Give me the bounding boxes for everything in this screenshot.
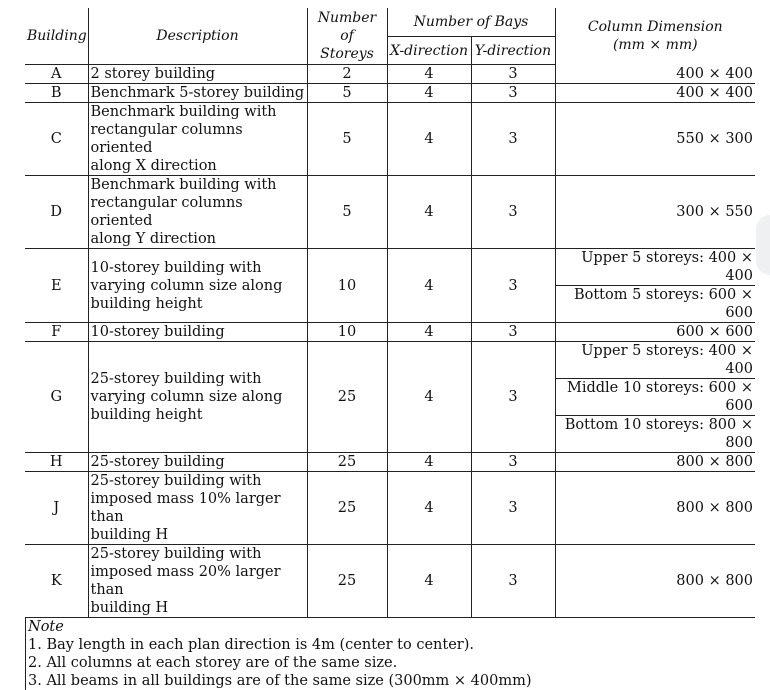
description-line: 25-storey building with	[90, 371, 262, 387]
table-row	[25, 545, 755, 618]
building-table	[25, 8, 755, 618]
building-description: 25-storey building	[88, 453, 307, 472]
header-column-dimension	[555, 8, 755, 65]
building-description	[88, 545, 307, 618]
storeys-cell: 5	[307, 84, 387, 103]
table-row	[25, 65, 755, 84]
description-line: Benchmark building with	[90, 104, 277, 120]
table-row	[25, 323, 755, 342]
x-bays-cell: 4	[387, 65, 471, 84]
storeys-cell: 10	[307, 323, 387, 342]
building-description	[88, 472, 307, 545]
building-description	[88, 103, 307, 176]
description-line: rectangular columns oriented	[90, 122, 243, 156]
storeys-cell: 25	[307, 453, 387, 472]
y-bays-cell: 3	[471, 249, 555, 323]
table-notes	[25, 618, 755, 690]
building-id: H	[25, 453, 88, 472]
table-row	[25, 342, 755, 379]
column-dimension-cell: 800 × 800	[555, 545, 755, 618]
note-item: 3. All beams in all buildings are of the same size (300mm × 400mm)	[28, 673, 532, 689]
description-line: along Y direction	[90, 231, 217, 247]
column-dimension-cell: Upper 5 storeys: 400 × 400	[555, 342, 755, 379]
table-header	[25, 8, 755, 65]
header-building: Building	[25, 8, 88, 65]
storeys-cell: 5	[307, 176, 387, 249]
building-description	[88, 249, 307, 323]
header-coldim-line2: (mm × mm)	[612, 37, 698, 54]
column-dimension-cell: Bottom 10 storeys: 800 × 800	[555, 416, 755, 453]
description-line: imposed mass 10% larger than	[90, 491, 281, 525]
description-line: 25-storey building with	[90, 473, 262, 489]
table-row	[25, 176, 755, 249]
description-line: Benchmark building with	[90, 177, 277, 193]
y-bays-cell: 3	[471, 65, 555, 84]
storeys-cell: 2	[307, 65, 387, 84]
column-dimension-cell: 800 × 800	[555, 453, 755, 472]
y-bays-cell: 3	[471, 453, 555, 472]
x-bays-cell: 4	[387, 545, 471, 618]
column-dimension-cell: Upper 5 storeys: 400 × 400	[555, 249, 755, 286]
column-dimension-cell: 800 × 800	[555, 472, 755, 545]
building-description: Benchmark 5-storey building	[88, 84, 307, 103]
description-line: building height	[90, 295, 203, 312]
header-storeys	[307, 8, 387, 65]
column-dimension-cell: Bottom 5 storeys: 600 × 600	[555, 286, 755, 323]
description-line: varying column size along	[90, 389, 283, 405]
building-id: C	[25, 103, 88, 176]
x-bays-cell: 4	[387, 323, 471, 342]
x-bays-cell: 4	[387, 453, 471, 472]
column-dimension-cell: 400 × 400	[555, 65, 755, 84]
table-row	[25, 103, 755, 176]
x-bays-cell: 4	[387, 176, 471, 249]
note-item: 2. All columns at each storey are of the same size.	[28, 655, 398, 671]
building-id: F	[25, 323, 88, 342]
building-id: G	[25, 342, 88, 453]
description-line: building H	[90, 527, 169, 543]
storeys-cell: 10	[307, 249, 387, 323]
column-dimension-cell: 400 × 400	[555, 84, 755, 103]
x-bays-cell: 4	[387, 472, 471, 545]
header-description: Description	[88, 8, 307, 65]
notes-title: Note	[28, 619, 64, 635]
column-dimension-cell: 600 × 600	[555, 323, 755, 342]
building-description: 2 storey building	[88, 65, 307, 84]
description-line: 25-storey building with	[90, 546, 262, 562]
building-id: K	[25, 545, 88, 618]
storeys-cell: 25	[307, 472, 387, 545]
column-dimension-cell: Middle 10 storeys: 600 × 600	[555, 379, 755, 416]
description-line: rectangular columns oriented	[90, 195, 243, 229]
column-dimension-cell: 550 × 300	[555, 103, 755, 176]
x-bays-cell: 4	[387, 249, 471, 323]
header-bays: Number of Bays	[387, 8, 555, 37]
table-row	[25, 472, 755, 545]
building-id: A	[25, 65, 88, 84]
page-edge-shadow	[756, 215, 770, 275]
table-row	[25, 84, 755, 103]
building-id: E	[25, 249, 88, 323]
y-bays-cell: 3	[471, 176, 555, 249]
x-bays-cell: 4	[387, 342, 471, 453]
header-y-direction: Y-direction	[471, 37, 555, 65]
header-coldim-line1: Column Dimension	[587, 19, 723, 36]
building-id: D	[25, 176, 88, 249]
y-bays-cell: 3	[471, 103, 555, 176]
y-bays-cell: 3	[471, 84, 555, 103]
storeys-cell: 25	[307, 342, 387, 453]
y-bays-cell: 3	[471, 323, 555, 342]
table-body	[25, 65, 755, 618]
building-description	[88, 176, 307, 249]
building-id: J	[25, 472, 88, 545]
y-bays-cell: 3	[471, 472, 555, 545]
building-description	[88, 342, 307, 453]
description-line: imposed mass 20% larger than	[90, 564, 281, 598]
building-id: B	[25, 84, 88, 103]
column-dimension-cell: 300 × 550	[555, 176, 755, 249]
table-row	[25, 453, 755, 472]
building-description: 10-storey building	[88, 323, 307, 342]
y-bays-cell: 3	[471, 545, 555, 618]
description-line: 10-storey building with	[90, 259, 262, 276]
header-x-direction: X-direction	[387, 37, 471, 65]
x-bays-cell: 4	[387, 103, 471, 176]
building-table-container	[25, 8, 755, 690]
note-item: 1. Bay length in each plan direction is 4m (center to center).	[28, 637, 474, 653]
storeys-cell: 25	[307, 545, 387, 618]
description-line: building H	[90, 600, 169, 616]
header-storeys-line2: Storeys	[320, 46, 374, 62]
storeys-cell: 5	[307, 103, 387, 176]
table-row	[25, 249, 755, 286]
description-line: building height	[90, 407, 203, 423]
description-line: along X direction	[90, 158, 217, 174]
description-line: varying column size along	[90, 277, 283, 294]
header-storeys-line1: Number of	[317, 10, 377, 44]
x-bays-cell: 4	[387, 84, 471, 103]
y-bays-cell: 3	[471, 342, 555, 453]
